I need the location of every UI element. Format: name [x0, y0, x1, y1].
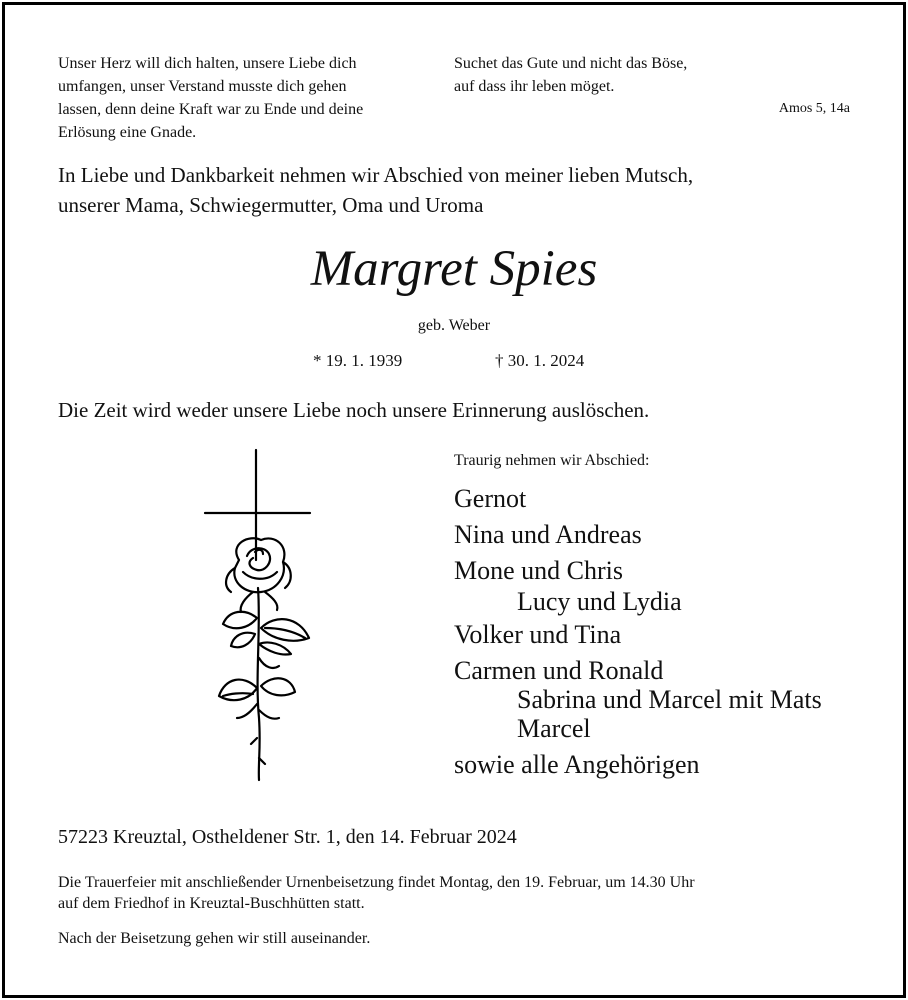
ceremony-info	[58, 872, 878, 914]
mourner-entry: sowie alle Angehörigen	[454, 750, 700, 779]
verse-left-line: Unser Herz will dich halten, unsere Liebe dich	[58, 55, 357, 72]
ceremony-line: auf dem Friedhof in Kreuztal-Buschhütten statt.	[58, 895, 365, 912]
ceremony-line: Die Trauerfeier mit anschließender Urnenbeisetzung findet Montag, den 19. Februar, um 14.30 Uhr	[58, 874, 695, 891]
mourner-entry: Nina und Andreas	[454, 520, 642, 549]
verse-left-line: lassen, denn deine Kraft war zu Ende und deine	[58, 101, 364, 118]
mourner-entry: Sabrina und Marcel mit Mats	[517, 685, 822, 714]
birth-date: * 19. 1. 1939	[313, 351, 403, 370]
cross-with-rose-icon	[195, 448, 320, 783]
verse-left-line: umfangen, unser Verstand musste dich gehen	[58, 78, 347, 95]
deceased-name: Margret Spies	[310, 241, 598, 297]
mourner-entry: Volker und Tina	[454, 620, 622, 649]
mourner-entry: Lucy und Lydia	[517, 587, 682, 616]
mourners-list	[454, 482, 874, 781]
verse-right-line: auf dass ihr leben möget.	[454, 78, 615, 95]
death-date: † 30. 1. 2024	[495, 351, 585, 370]
verse-left	[58, 52, 438, 144]
verse-right-line: Suchet das Gute und nicht das Böse,	[454, 55, 688, 72]
memorial-quote: Die Zeit wird weder unsere Liebe noch unsere Erinnerung auslöschen.	[58, 398, 650, 422]
intro-line: unserer Mama, Schwiegermutter, Oma und Uroma	[58, 193, 484, 217]
intro-line: In Liebe und Dankbarkeit nehmen wir Abschied von meiner lieben Mutsch,	[58, 163, 694, 187]
intro-text	[58, 160, 858, 220]
place-date: 57223 Kreuztal, Ostheldener Str. 1, den 14. Februar 2024	[58, 826, 517, 848]
verse-left-line: Erlösung eine Gnade.	[58, 124, 197, 141]
closing-note: Nach der Beisetzung gehen wir still auseinander.	[58, 930, 371, 947]
verse-right	[454, 52, 854, 98]
verse-reference: Amos 5, 14a	[778, 101, 850, 116]
mourners-heading: Traurig nehmen wir Abschied:	[454, 452, 650, 469]
mourner-entry: Mone und Chris	[454, 556, 623, 585]
mourner-entry: Gernot	[454, 484, 527, 513]
mourner-entry: Marcel	[517, 714, 591, 743]
mourner-entry: Carmen und Ronald	[454, 656, 664, 685]
maiden-name: geb. Weber	[417, 317, 491, 334]
